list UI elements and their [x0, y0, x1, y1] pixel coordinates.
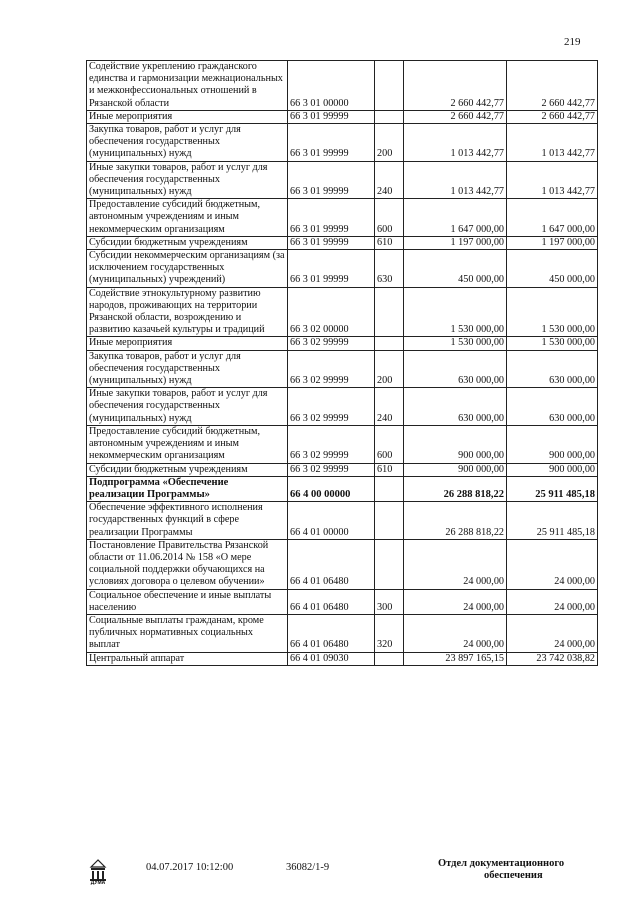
row-expense-type-cell: 600 [375, 425, 404, 463]
row-name-cell: Субсидии некоммерческим организациям (за исключением государственных (муниципальных) учреждений) [87, 250, 288, 288]
row-expense-type-cell: 320 [375, 614, 404, 652]
table-row [87, 425, 598, 463]
row-amount-1-cell: 1 647 000,00 [404, 199, 507, 237]
row-name-cell: Постановление Правительства Рязанской области от 11.06.2014 № 158 «О мере социальной поддержки обучающихся на условиях договора о целевом обучении» [87, 539, 288, 589]
table-row [87, 539, 598, 589]
footer-doc-code: 36082/1-9 [286, 862, 330, 873]
row-amount-1-cell: 900 000,00 [404, 425, 507, 463]
row-amount-2-cell: 1 013 442,77 [507, 161, 598, 199]
row-expense-type-cell [375, 476, 404, 501]
row-amount-2-cell: 24 000,00 [507, 589, 598, 614]
table-row [87, 388, 598, 426]
row-expense-type-cell [375, 337, 404, 350]
row-amount-2-cell: 1 647 000,00 [507, 199, 598, 237]
table-row [87, 476, 598, 501]
row-amount-2-cell: 900 000,00 [507, 425, 598, 463]
row-expense-type-cell: 200 [375, 124, 404, 162]
row-amount-1-cell: 2 660 442,77 [404, 110, 507, 123]
row-expense-type-cell: 600 [375, 199, 404, 237]
table-row [87, 161, 598, 199]
table-row [87, 110, 598, 123]
table-row [87, 124, 598, 162]
table-row [87, 287, 598, 337]
row-amount-1-cell: 26 288 818,22 [404, 502, 507, 540]
row-code-cell: 66 3 02 99999 [288, 463, 375, 476]
row-amount-2-cell: 23 742 038,82 [507, 652, 598, 665]
department-line-1: Отдел документационного [438, 858, 565, 869]
row-expense-type-cell: 610 [375, 236, 404, 249]
row-amount-2-cell: 24 000,00 [507, 614, 598, 652]
row-expense-type-cell: 240 [375, 161, 404, 199]
row-amount-2-cell: 900 000,00 [507, 463, 598, 476]
row-amount-1-cell: 630 000,00 [404, 388, 507, 426]
table-row [87, 614, 598, 652]
row-amount-2-cell: 630 000,00 [507, 388, 598, 426]
row-amount-1-cell: 1 013 442,77 [404, 124, 507, 162]
table-row [87, 250, 598, 288]
row-amount-1-cell: 1 013 442,77 [404, 161, 507, 199]
row-name-cell: Социальные выплаты гражданам, кроме публичных нормативных социальных выплат [87, 614, 288, 652]
row-amount-1-cell: 2 660 442,77 [404, 61, 507, 111]
row-amount-1-cell: 24 000,00 [404, 614, 507, 652]
row-amount-1-cell: 24 000,00 [404, 589, 507, 614]
row-name-cell: Содействие этнокультурному развитию народов, проживающих на территории Рязанской области, возрождению и развитию казачьей культуры и традиций [87, 287, 288, 337]
row-code-cell: 66 3 02 99999 [288, 425, 375, 463]
row-code-cell: 66 4 01 00000 [288, 502, 375, 540]
row-amount-1-cell: 630 000,00 [404, 350, 507, 388]
row-code-cell: 66 3 02 99999 [288, 350, 375, 388]
table-row [87, 236, 598, 249]
row-name-cell: Предоставление субсидий бюджетным, автономным учреждениям и иным некоммерческим организациям [87, 199, 288, 237]
row-expense-type-cell: 200 [375, 350, 404, 388]
table-row [87, 652, 598, 665]
logo-text: ДУМА [90, 880, 106, 886]
row-name-cell: Предоставление субсидий бюджетным, автономным учреждениям и иным некоммерческим организациям [87, 425, 288, 463]
page-number: 219 [564, 36, 581, 48]
row-code-cell: 66 3 02 00000 [288, 287, 375, 337]
row-amount-1-cell: 24 000,00 [404, 539, 507, 589]
row-name-cell: Обеспечение эффективного исполнения государственных функций в сфере реализации Программы [87, 502, 288, 540]
row-name-cell: Иные мероприятия [87, 110, 288, 123]
row-code-cell: 66 3 01 99999 [288, 161, 375, 199]
row-amount-1-cell: 900 000,00 [404, 463, 507, 476]
row-code-cell: 66 3 01 99999 [288, 124, 375, 162]
row-code-cell: 66 4 01 06480 [288, 589, 375, 614]
row-code-cell: 66 4 01 06480 [288, 614, 375, 652]
row-expense-type-cell [375, 539, 404, 589]
footer-datetime: 04.07.2017 10:12:00 [146, 862, 234, 873]
row-amount-2-cell: 1 530 000,00 [507, 337, 598, 350]
row-name-cell: Иные закупки товаров, работ и услуг для обеспечения государственных (муниципальных) нужд [87, 388, 288, 426]
row-amount-1-cell: 1 197 000,00 [404, 236, 507, 249]
table-row [87, 502, 598, 540]
row-amount-2-cell: 1 530 000,00 [507, 287, 598, 337]
row-amount-1-cell: 23 897 165,15 [404, 652, 507, 665]
row-amount-1-cell: 1 530 000,00 [404, 287, 507, 337]
row-name-cell: Центральный аппарат [87, 652, 288, 665]
footer [0, 850, 640, 900]
row-expense-type-cell: 240 [375, 388, 404, 426]
row-name-cell: Закупка товаров, работ и услуг для обеспечения государственных (муниципальных) нужд [87, 350, 288, 388]
row-amount-2-cell: 450 000,00 [507, 250, 598, 288]
table-row [87, 199, 598, 237]
row-code-cell: 66 3 01 99999 [288, 236, 375, 249]
row-expense-type-cell: 300 [375, 589, 404, 614]
row-amount-2-cell: 25 911 485,18 [507, 502, 598, 540]
row-name-cell: Субсидии бюджетным учреждениям [87, 236, 288, 249]
row-name-cell: Подпрограмма «Обеспечение реализации Программы» [87, 476, 288, 501]
row-code-cell: 66 3 01 99999 [288, 110, 375, 123]
row-amount-2-cell: 2 660 442,77 [507, 110, 598, 123]
row-name-cell: Закупка товаров, работ и услуг для обеспечения государственных (муниципальных) нужд [87, 124, 288, 162]
row-amount-1-cell: 26 288 818,22 [404, 476, 507, 501]
row-amount-1-cell: 1 530 000,00 [404, 337, 507, 350]
row-expense-type-cell [375, 287, 404, 337]
row-expense-type-cell [375, 110, 404, 123]
row-code-cell: 66 3 02 99999 [288, 337, 375, 350]
row-expense-type-cell: 630 [375, 250, 404, 288]
table-row [87, 589, 598, 614]
row-name-cell: Содействие укреплению гражданского единства и гармонизации межнациональных и межконфессиональных отношений в Рязанской области [87, 61, 288, 111]
row-name-cell: Иные мероприятия [87, 337, 288, 350]
row-code-cell: 66 3 01 99999 [288, 250, 375, 288]
row-expense-type-cell [375, 652, 404, 665]
budget-table-body [87, 61, 598, 666]
row-name-cell: Социальное обеспечение и иные выплаты населению [87, 589, 288, 614]
row-code-cell: 66 4 01 09030 [288, 652, 375, 665]
table-row [87, 350, 598, 388]
row-code-cell: 66 3 02 99999 [288, 388, 375, 426]
row-code-cell: 66 4 00 00000 [288, 476, 375, 501]
footer-department [438, 858, 564, 882]
budget-table [86, 60, 598, 666]
row-expense-type-cell [375, 502, 404, 540]
row-expense-type-cell [375, 61, 404, 111]
row-code-cell: 66 4 01 06480 [288, 539, 375, 589]
row-name-cell: Иные закупки товаров, работ и услуг для обеспечения государственных (муниципальных) нужд [87, 161, 288, 199]
row-code-cell: 66 3 01 99999 [288, 199, 375, 237]
row-code-cell: 66 3 01 00000 [288, 61, 375, 111]
department-line-2: обеспечения [484, 870, 543, 881]
row-name-cell: Субсидии бюджетным учреждениям [87, 463, 288, 476]
row-amount-1-cell: 450 000,00 [404, 250, 507, 288]
row-amount-2-cell: 1 013 442,77 [507, 124, 598, 162]
row-amount-2-cell: 630 000,00 [507, 350, 598, 388]
row-amount-2-cell: 1 197 000,00 [507, 236, 598, 249]
table-row [87, 337, 598, 350]
table-row [87, 463, 598, 476]
row-amount-2-cell: 24 000,00 [507, 539, 598, 589]
table-row [87, 61, 598, 111]
row-amount-2-cell: 2 660 442,77 [507, 61, 598, 111]
row-amount-2-cell: 25 911 485,18 [507, 476, 598, 501]
row-expense-type-cell: 610 [375, 463, 404, 476]
